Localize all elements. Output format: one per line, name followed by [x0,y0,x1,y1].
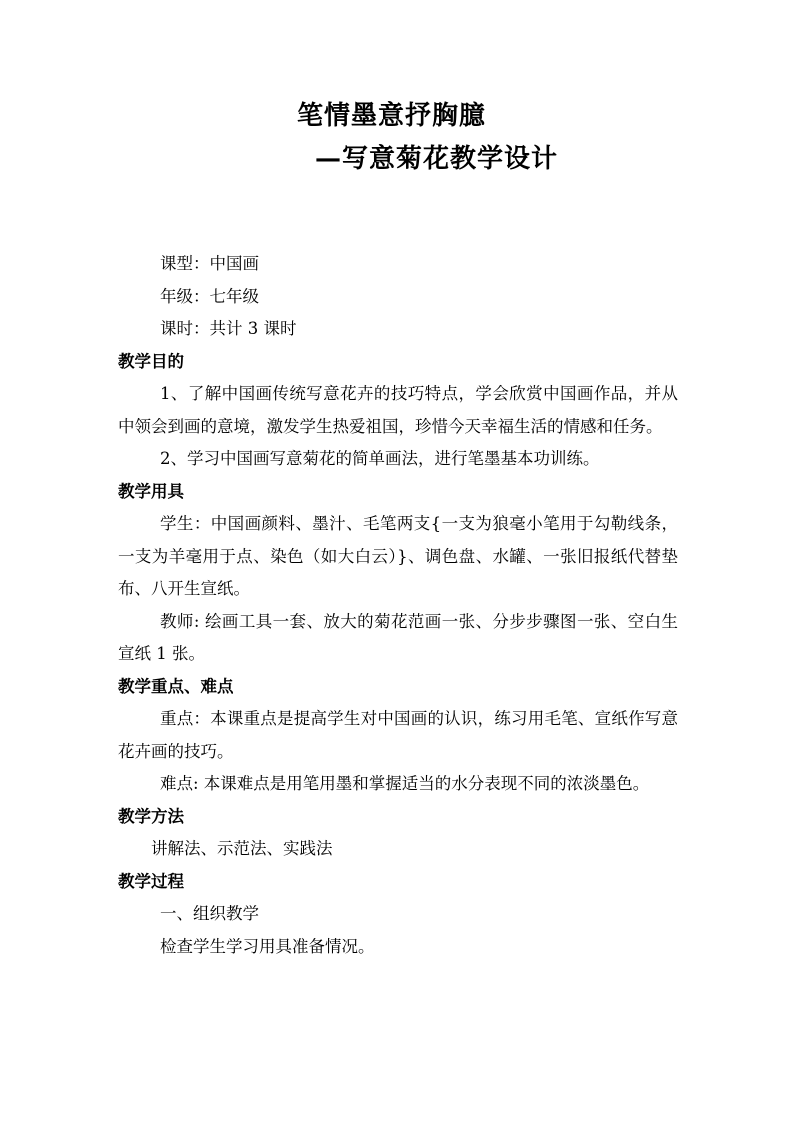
process-heading: 教学过程 [118,871,184,891]
process-step-1: 一、组织教学 [160,904,259,923]
lesson-type: 课型：中国画 [160,254,259,273]
goals-heading: 教学目的 [118,351,184,371]
keypoint-difficult: 难点: 本课难点是用笔用墨和掌握适当的水分表现不同的浓淡墨色。 [160,774,650,793]
tools-teacher: 教师: 绘画工具一套、放大的菊花范画一张、分步步骤图一张、空白生宣纸 1 张。 [118,611,678,663]
tools-student: 学生：中国画颜料、墨汁、毛笔两支{一支为狼毫小笔用于勾勒线条，一支为羊毫用于点、染色（如大白云）}、调色盘、水罐、一张旧报纸代替垫布、八开生宣纸。 [118,514,678,598]
methods-heading: 教学方法 [118,806,184,826]
methods-text: 讲解法、示范法、实践法 [151,839,333,858]
goals-paragraph-2: 2、学习中国画写意菊花的简单画法，进行笔墨基本功训练。 [160,449,600,468]
process-step-1-detail: 检查学生学习用具准备情况。 [160,936,375,956]
document-title: 笔情墨意抒胸臆 [297,101,487,131]
keypoints-heading: 教学重点、难点 [118,676,234,696]
goals-paragraph-1: 1、了解中国画传统写意花卉的技巧特点，学会欣赏中国画作品，并从中领会到画的意境，激发学生热爱祖国，珍惜今天幸福生活的情感和任务。 [118,384,678,436]
lesson-hours: 课时：共计 3 课时 [160,319,297,338]
document-body [118,248,678,963]
lesson-grade: 年级：七年级 [160,286,259,306]
keypoint-key: 重点：本课重点是提高学生对中国画的认识，练习用毛笔、宣纸作写意花卉画的技巧。 [118,709,678,761]
tools-heading: 教学用具 [118,481,184,501]
document-subtitle: —写意菊花教学设计 [315,144,559,174]
